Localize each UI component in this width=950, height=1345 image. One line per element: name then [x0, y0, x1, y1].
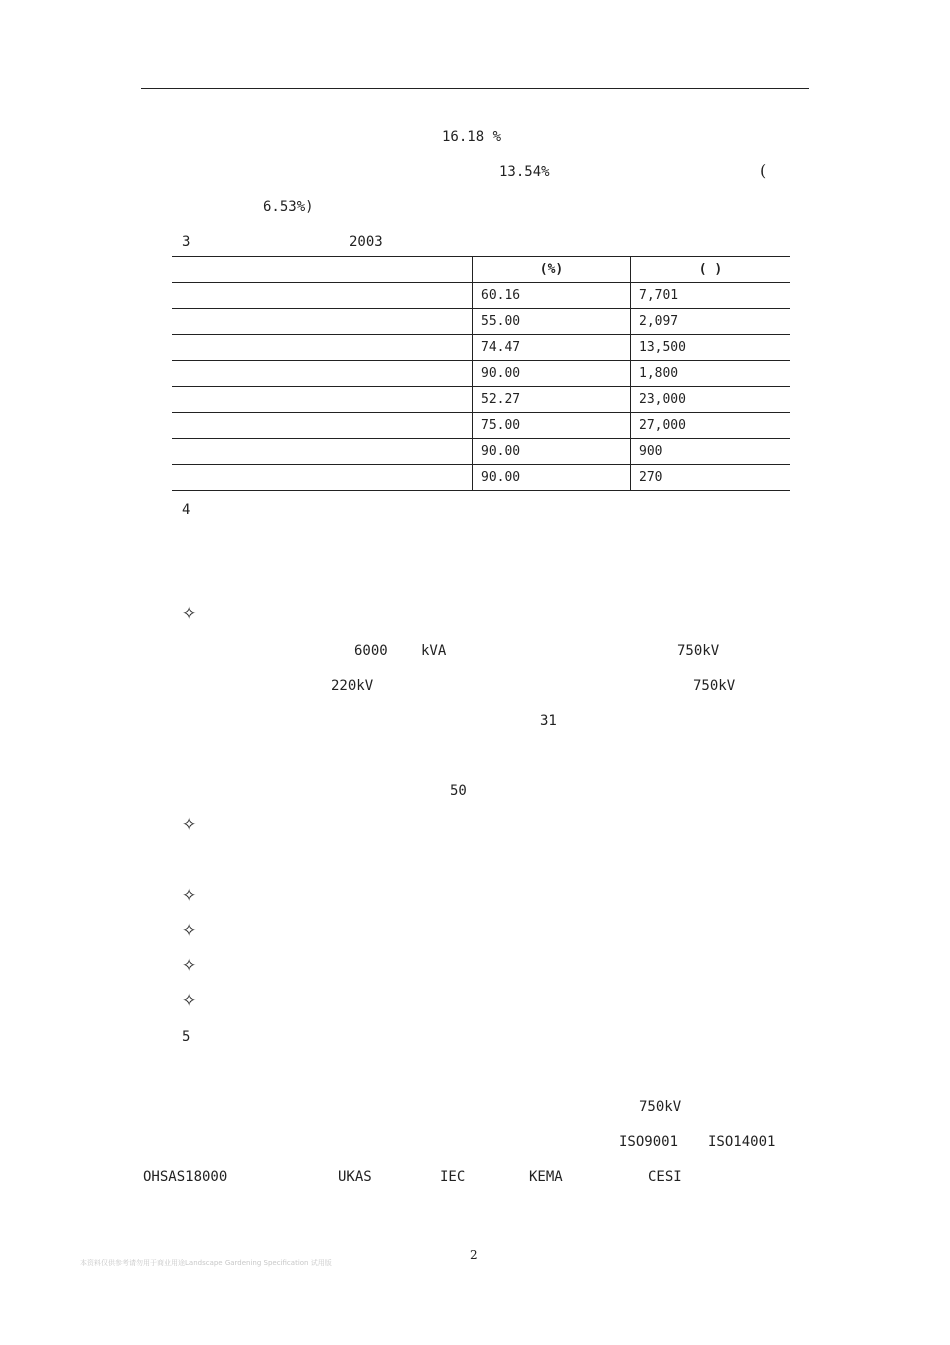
paren-open: ( [760, 161, 767, 180]
table-cell [172, 309, 473, 335]
section-number-5: 5 [182, 1029, 191, 1045]
bullet-icon: ✧ [182, 956, 197, 976]
table-row [172, 335, 790, 361]
table-cell: 75.00 [473, 413, 631, 439]
table-header-cell [172, 257, 473, 283]
table-cell: 55.00 [473, 309, 631, 335]
table-row [172, 439, 790, 465]
table-number: 3 [182, 234, 191, 250]
bullet-icon: ✧ [182, 991, 197, 1011]
table-header-cell: ( ) [631, 257, 791, 283]
cert-ukas: UKAS [338, 1169, 372, 1185]
table-cell [172, 439, 473, 465]
table-cell [172, 413, 473, 439]
cert-iec: IEC [440, 1169, 466, 1185]
table-row [172, 283, 790, 309]
number-50: 50 [450, 783, 467, 799]
table-cell: 23,000 [631, 387, 791, 413]
table-cell: 27,000 [631, 413, 791, 439]
table-header-row [172, 257, 790, 283]
table-row [172, 387, 790, 413]
table-cell: 13,500 [631, 335, 791, 361]
number-31: 31 [540, 713, 557, 729]
bullet-icon: ✧ [182, 886, 197, 906]
bullet-icon: ✧ [182, 604, 197, 624]
footer-note: 本资料仅供参考请勿用于商业用途Landscape Gardening Specification 试用版 [80, 1259, 332, 1267]
table-cell [172, 387, 473, 413]
table-year: 2003 [349, 234, 383, 250]
percent-value-3: 6.53%) [263, 199, 314, 215]
table-cell [172, 465, 473, 491]
table-cell [172, 335, 473, 361]
cert-ohsas: OHSAS18000 [143, 1169, 228, 1185]
table-row [172, 465, 790, 491]
voltage-220: 220kV [331, 678, 374, 694]
table-row [172, 361, 790, 387]
table-row [172, 309, 790, 335]
voltage-750-c: 750kV [639, 1099, 682, 1115]
table-cell: 52.27 [473, 387, 631, 413]
percent-value-1: 16.18 % [442, 129, 502, 145]
cert-cesi: CESI [648, 1169, 682, 1185]
cert-iso14001: ISO14001 [708, 1134, 776, 1150]
table-cell [172, 283, 473, 309]
data-table [172, 256, 790, 491]
table-cell: 7,701 [631, 283, 791, 309]
table-cell: 900 [631, 439, 791, 465]
table-cell [172, 361, 473, 387]
table-cell: 60.16 [473, 283, 631, 309]
table-cell: 90.00 [473, 439, 631, 465]
cert-iso9001: ISO9001 [619, 1134, 679, 1150]
section-number-4: 4 [182, 502, 191, 518]
table-cell: 270 [631, 465, 791, 491]
table-row [172, 413, 790, 439]
capacity-unit: kVA [421, 643, 447, 659]
capacity-value: 6000 [354, 643, 388, 659]
bullet-icon: ✧ [182, 815, 197, 835]
percent-value-2: 13.54% [499, 164, 550, 180]
table-cell: 90.00 [473, 465, 631, 491]
table-cell: 2,097 [631, 309, 791, 335]
bullet-icon: ✧ [182, 921, 197, 941]
cert-kema: KEMA [529, 1169, 563, 1185]
voltage-750-a: 750kV [677, 643, 720, 659]
page-number: 2 [470, 1248, 478, 1262]
header-rule [141, 88, 809, 89]
voltage-750-b: 750kV [693, 678, 736, 694]
table-cell: 90.00 [473, 361, 631, 387]
table-header-cell: (%) [473, 257, 631, 283]
table-cell: 74.47 [473, 335, 631, 361]
table-cell: 1,800 [631, 361, 791, 387]
